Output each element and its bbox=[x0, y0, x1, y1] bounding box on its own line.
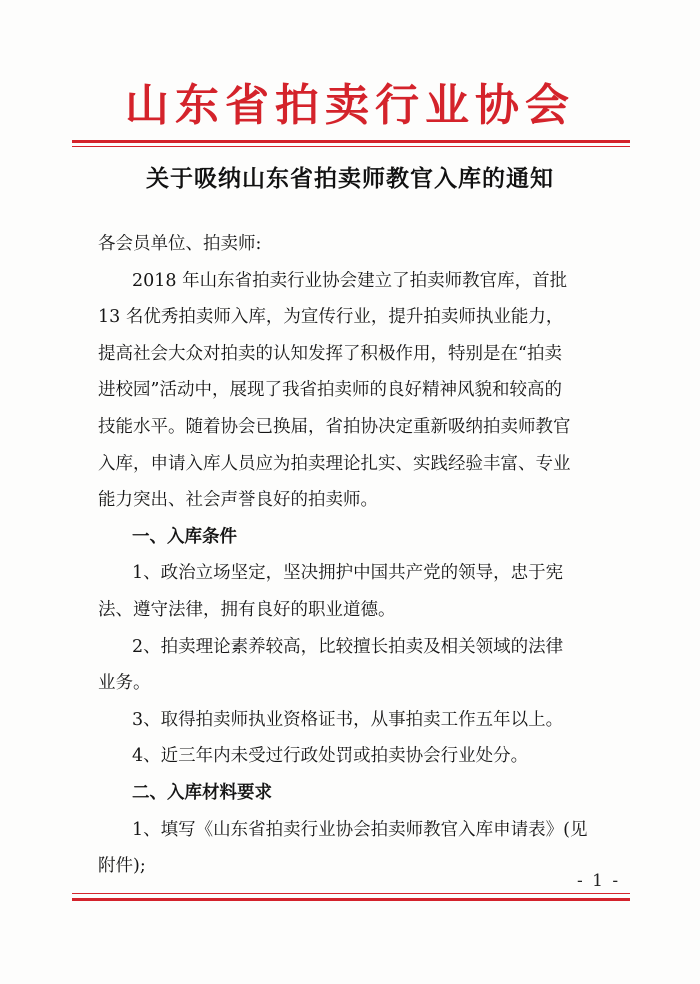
intro-line: 进校园”活动中，展现了我省拍卖师的良好精神风貌和较高的 bbox=[98, 380, 562, 401]
letterhead-rule-thick bbox=[72, 140, 630, 143]
footer-rule-thin bbox=[72, 893, 630, 894]
intro-line: 13 名优秀拍卖师入库，为宣传行业，提升拍卖师执业能力， bbox=[98, 307, 564, 328]
salutation: 各会员单位、拍卖师: bbox=[98, 234, 262, 254]
condition-item-2-cont: 业务。 bbox=[98, 673, 151, 694]
document-body bbox=[98, 226, 618, 885]
letterhead-title: 山东省拍卖行业协会 bbox=[125, 80, 575, 131]
intro-line: 技能水平。随着协会已换届，省拍协决定重新吸纳拍卖师教官 bbox=[98, 416, 571, 437]
section-heading-materials: 二、入库材料要求 bbox=[132, 782, 272, 803]
intro-line: 入库，申请入库人员应为拍卖理论扎实、实践经验丰富、专业 bbox=[98, 453, 571, 474]
condition-item-4: 4、近三年内未受过行政处罚或拍卖协会行业处分。 bbox=[132, 746, 529, 767]
condition-item-1-cont: 法、遵守法律，拥有良好的职业道德。 bbox=[98, 599, 396, 620]
material-item-1: 1、填写《山东省拍卖行业协会拍卖师教官入库申请表》(见 bbox=[132, 819, 588, 840]
intro-line: 2018 年山东省拍卖行业协会建立了拍卖师教官库，首批 bbox=[132, 270, 568, 291]
section-heading-conditions: 一、入库条件 bbox=[132, 526, 237, 547]
condition-item-3: 3、取得拍卖师执业资格证书，从事拍卖工作五年以上。 bbox=[132, 709, 564, 730]
material-item-1-cont: 附件); bbox=[98, 856, 146, 877]
page-number: - 1 - bbox=[577, 871, 621, 891]
condition-item-1: 1、政治立场坚定，坚决拥护中国共产党的领导，忠于宪 bbox=[132, 563, 564, 584]
footer-rule-thick bbox=[72, 898, 630, 901]
letterhead-rule-thin bbox=[72, 146, 630, 147]
condition-item-2: 2、拍卖理论素养较高，比较擅长拍卖及相关领域的法律 bbox=[132, 636, 564, 657]
intro-line: 能力突出、社会声誉良好的拍卖师。 bbox=[98, 490, 378, 511]
intro-line: 提高社会大众对拍卖的认知发挥了积极作用，特别是在“拍卖 bbox=[98, 343, 562, 364]
document-title: 关于吸纳山东省拍卖师教官入库的通知 bbox=[146, 165, 554, 192]
